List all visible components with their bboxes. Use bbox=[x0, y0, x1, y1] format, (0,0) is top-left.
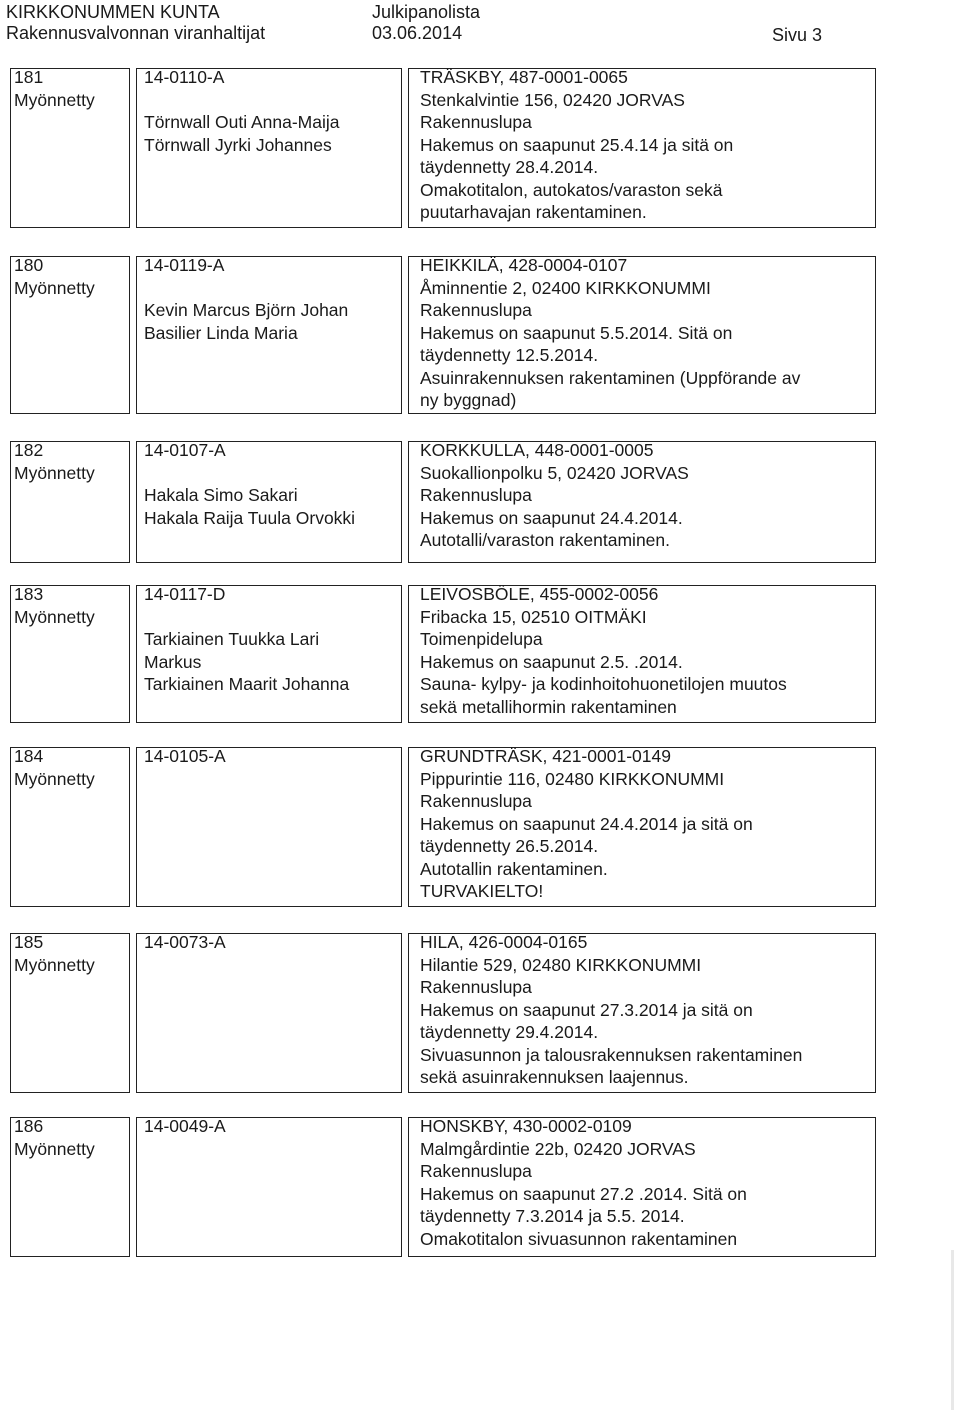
decision-block bbox=[420, 1115, 747, 1250]
entry-number-block bbox=[14, 66, 95, 111]
entry-number-block bbox=[14, 1115, 95, 1160]
work-description: puutarhavajan rakentaminen. bbox=[420, 202, 647, 222]
decision-status: Myönnetty bbox=[14, 277, 95, 298]
entry-number: 181 bbox=[14, 67, 44, 87]
entry-number: 185 bbox=[14, 932, 44, 952]
property-id: HEIKKILÄ, 428-0004-0107 bbox=[420, 255, 628, 275]
permit-code: 14-0049-A bbox=[144, 1116, 226, 1136]
permit-type: Rakennuslupa bbox=[420, 1161, 532, 1181]
permit-code: 14-0117-D bbox=[144, 584, 226, 604]
applicant-name: Hakala Simo Sakari bbox=[144, 485, 298, 505]
work-description: ny byggnad) bbox=[420, 390, 517, 410]
decision-block bbox=[420, 931, 802, 1089]
property-address: Hilantie 529, 02480 KIRKKONUMMI bbox=[420, 954, 702, 975]
entry-number: 182 bbox=[14, 440, 44, 460]
permit-code: 14-0107-A bbox=[144, 440, 226, 460]
permit-code: 14-0110-A bbox=[144, 67, 225, 87]
application-note: Hakemus on saapunut 27.3.2014 ja sitä on bbox=[420, 999, 753, 1020]
permit-type: Rakennuslupa bbox=[420, 300, 532, 320]
entry-number: 180 bbox=[14, 255, 44, 275]
entry-number-block bbox=[14, 583, 95, 628]
property-address: Stenkalvintie 156, 02420 JORVAS bbox=[420, 89, 685, 110]
entry-number: 184 bbox=[14, 746, 44, 766]
entry-number-block bbox=[14, 439, 95, 484]
work-description: Sauna- kylpy- ja kodinhoitohuonetilojen muutos bbox=[420, 674, 787, 694]
application-note: Hakemus on saapunut 27.2 .2014. Sitä on bbox=[420, 1183, 747, 1204]
permit-type: Rakennuslupa bbox=[420, 485, 532, 505]
property-id: HONSKBY, 430-0002-0109 bbox=[420, 1116, 632, 1136]
permit-entry bbox=[10, 585, 876, 723]
applicant-name: Basilier Linda Maria bbox=[144, 322, 298, 343]
spacer bbox=[144, 954, 226, 977]
decision-block bbox=[420, 583, 787, 718]
spacer bbox=[144, 277, 348, 300]
permit-type: Toimenpidelupa bbox=[420, 629, 543, 649]
entry-number: 183 bbox=[14, 584, 44, 604]
application-note: Hakemus on saapunut 24.4.2014 ja sitä on bbox=[420, 813, 753, 834]
property-address: Suokallionpolku 5, 02420 JORVAS bbox=[420, 462, 689, 483]
applicant-block bbox=[144, 583, 349, 696]
property-id: TRÄSKBY, 487-0001-0065 bbox=[420, 67, 628, 87]
decision-status: Myönnetty bbox=[14, 462, 95, 483]
applicant-block bbox=[144, 439, 355, 529]
applicant-block bbox=[144, 745, 226, 790]
entry-number-block bbox=[14, 931, 95, 976]
decision-block bbox=[420, 745, 753, 903]
application-note: Hakemus on saapunut 24.4.2014. bbox=[420, 507, 683, 528]
work-description: Sivuasunnon ja talousrakennuksen rakentaminen bbox=[420, 1044, 803, 1065]
applicant-name: Markus bbox=[144, 651, 202, 672]
property-address: Malmgårdintie 22b, 02420 JORVAS bbox=[420, 1138, 696, 1159]
list-date: 03.06.2014 bbox=[372, 23, 463, 43]
work-description: sekä metallihormin rakentaminen bbox=[420, 696, 677, 717]
applicant-name: Tarkiainen Tuukka Lari bbox=[144, 629, 320, 649]
permit-code: 14-0119-A bbox=[144, 255, 225, 275]
application-note: täydennetty 28.4.2014. bbox=[420, 157, 599, 177]
spacer bbox=[144, 606, 349, 629]
permit-entry bbox=[10, 256, 876, 414]
decision-block bbox=[420, 66, 733, 224]
property-address: Åminnentie 2, 02400 KIRKKONUMMI bbox=[420, 277, 711, 298]
applicant-name: Kevin Marcus Björn Johan bbox=[144, 300, 349, 320]
work-description: sekä asuinrakennuksen laajennus. bbox=[420, 1067, 689, 1087]
scan-edge bbox=[951, 1250, 954, 1410]
permit-entry bbox=[10, 441, 876, 563]
applicant-name: Tarkiainen Maarit Johanna bbox=[144, 674, 350, 694]
entry-number-block bbox=[14, 254, 95, 299]
applicant-name: Törnwall Outi Anna-Maija bbox=[144, 112, 340, 132]
list-title: Julkipanolista bbox=[372, 2, 481, 22]
department: Rakennusvalvonnan viranhaltijat bbox=[6, 23, 266, 43]
decision-block bbox=[420, 254, 800, 412]
work-description: Autotalli/varaston rakentaminen. bbox=[420, 530, 670, 550]
property-id: KORKKULLA, 448-0001-0005 bbox=[420, 440, 654, 460]
decision-status: Myönnetty bbox=[14, 89, 95, 110]
permit-entry bbox=[10, 68, 876, 228]
spacer bbox=[144, 768, 226, 791]
decision-status: Myönnetty bbox=[14, 606, 95, 627]
property-id: GRUNDTRÄSK, 421-0001-0149 bbox=[420, 746, 671, 766]
permit-code: 14-0073-A bbox=[144, 932, 226, 952]
application-note: täydennetty 12.5.2014. bbox=[420, 345, 599, 365]
property-id: HILA, 426-0004-0165 bbox=[420, 932, 588, 952]
decision-status: Myönnetty bbox=[14, 954, 95, 975]
application-note: täydennetty 26.5.2014. bbox=[420, 836, 599, 856]
applicant-name: Hakala Raija Tuula Orvokki bbox=[144, 507, 356, 528]
application-note: Hakemus on saapunut 25.4.14 ja sitä on bbox=[420, 134, 734, 155]
entry-number: 186 bbox=[14, 1116, 44, 1136]
decision-block bbox=[420, 439, 689, 552]
decision-status: Myönnetty bbox=[14, 1138, 95, 1159]
permit-entry bbox=[10, 747, 876, 907]
permit-type: Rakennuslupa bbox=[420, 112, 532, 132]
spacer bbox=[144, 89, 340, 112]
property-id: LEIVOSBÖLE, 455-0002-0056 bbox=[420, 584, 659, 604]
applicant-block bbox=[144, 931, 226, 976]
permit-code: 14-0105-A bbox=[144, 746, 226, 766]
work-description: Asuinrakennuksen rakentaminen (Uppförande av bbox=[420, 367, 801, 388]
applicant-block bbox=[144, 1115, 226, 1160]
work-description: Autotallin rakentaminen. bbox=[420, 858, 608, 879]
permit-type: Rakennuslupa bbox=[420, 791, 532, 811]
application-note: Hakemus on saapunut 5.5.2014. Sitä on bbox=[420, 322, 733, 343]
page-number: Sivu 3 bbox=[772, 25, 823, 45]
org-name: KIRKKONUMMEN KUNTA bbox=[6, 2, 220, 22]
entry-number-block bbox=[14, 745, 95, 790]
application-note: täydennetty 7.3.2014 ja 5.5. 2014. bbox=[420, 1206, 685, 1226]
application-note: Hakemus on saapunut 2.5. .2014. bbox=[420, 651, 683, 672]
work-description: Omakotitalon sivuasunnon rakentaminen bbox=[420, 1228, 738, 1249]
applicant-name: Törnwall Jyrki Johannes bbox=[144, 134, 332, 155]
decision-status: Myönnetty bbox=[14, 768, 95, 789]
work-description: Omakotitalon, autokatos/varaston sekä bbox=[420, 179, 723, 200]
permit-entry bbox=[10, 933, 876, 1093]
permit-entry bbox=[10, 1117, 876, 1257]
applicant-block bbox=[144, 254, 348, 344]
work-description: TURVAKIELTO! bbox=[420, 881, 544, 901]
property-address: Pippurintie 116, 02480 KIRKKONUMMI bbox=[420, 768, 725, 789]
property-address: Fribacka 15, 02510 OITMÄKI bbox=[420, 606, 647, 627]
applicant-block bbox=[144, 66, 340, 156]
spacer bbox=[144, 1138, 226, 1161]
application-note: täydennetty 29.4.2014. bbox=[420, 1022, 599, 1042]
spacer bbox=[144, 462, 355, 485]
permit-type: Rakennuslupa bbox=[420, 977, 532, 997]
